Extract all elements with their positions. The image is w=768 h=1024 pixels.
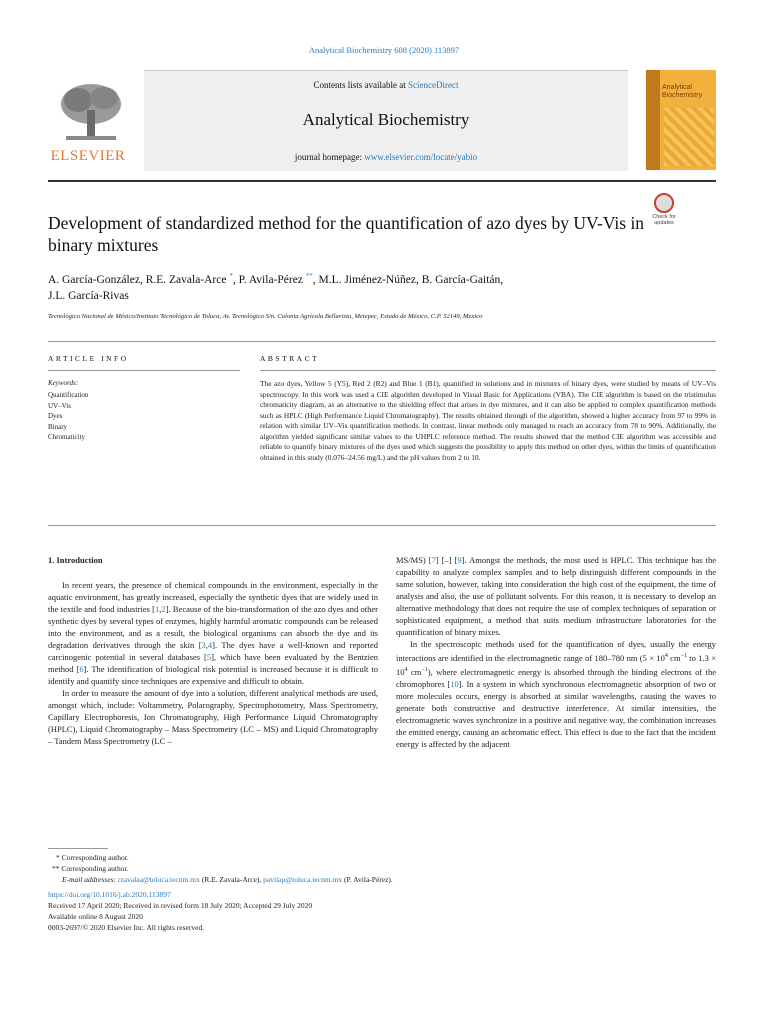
journal-reference[interactable]: Analytical Biochemistry 608 (2020) 113897	[308, 45, 460, 55]
article-title: Development of standardized method for the quantification of azo dyes by UV-Vis in binary mixtures	[48, 213, 645, 255]
right-column	[396, 554, 716, 750]
doi-link[interactable]: https://doi.org/10.1016/j.ab.2020.113897	[48, 890, 171, 899]
badge-label: Check for updates	[652, 214, 676, 226]
available-online: Available online 8 August 2020	[48, 912, 143, 921]
reference-link[interactable]: 2	[161, 604, 166, 614]
header-divider	[48, 180, 716, 182]
affiliation-divider	[48, 341, 716, 342]
author-list	[48, 268, 668, 304]
paragraph: In order to measure the amount of dye into a solution, different analytical methods are used, amongst which, include: Voltammetry, Polarography, Spectrophotometry, Mass Spectrometry, Capillary Electrophoresis, Ion Chromatography, High Performance Liquid Chromatography (HPLC), Liquid Chromatography – Mass Spectrometry (LC – MS) and Liquid Chromatography – Tandem Mass Spectrometry (LC –	[48, 688, 378, 746]
elsevier-logo[interactable]	[48, 82, 138, 164]
abstract-divider	[48, 525, 716, 526]
homepage-link[interactable]: www.elsevier.com/locate/yabio	[364, 152, 478, 162]
author-text: , P. Avila-Pérez	[232, 273, 306, 286]
publisher-name: ELSEVIER	[50, 148, 126, 164]
keyword: Binary	[48, 422, 68, 431]
paragraph: In the spectroscopic methods used for the quantification of dyes, usually the energy interactions are identified in the electromagnetic range of 180–780 nm ($5 \times 10^4$ $cm^{-1}$ to $1.3 \times 10^4$ $cm^{-1}$), where electromagnetic energy is absorbed through the binding electrons of the chromophores [10]. In a system in which synchronous electromagnetic absorption of two or more molecules occurs, energy is absorbed at similar wavelengths, causing the waves to generate both constructive and destructive interference. At similar intensities, the electromagnetic waves synchronize in a positive and negative way, the combination increases the emitted energy, causing an achromatic effect. This effect is due to the fact that the incident energy is affected by the adjacent	[396, 639, 717, 749]
email-link[interactable]: rzavalaa@toluca.tecnm.mx	[117, 875, 200, 884]
reference-link[interactable]: 7	[431, 555, 436, 565]
footnote: ** Corresponding author.	[52, 864, 129, 873]
contents-prefix: Contents lists available at	[313, 80, 408, 90]
keyword: UV–Vis	[48, 401, 71, 410]
email-link[interactable]: pavilap@toluca.tecnm.mx	[263, 875, 343, 884]
abstract-heading: ABSTRACT	[260, 354, 320, 363]
check-for-updates-icon	[654, 193, 674, 213]
keyword: Quantification	[48, 391, 89, 399]
affiliation: Tecnológico Nacional de México/Instituto Tecnológico de Toluca, Av. Tecnológico S/n. Colonia Agrícola Bellavista, Metepec, Estado de México, C.P. 52149, Mexico	[48, 313, 483, 320]
copyright: 0003-2697/© 2020 Elsevier Inc. All rights reserved.	[48, 923, 205, 932]
footnotes	[48, 852, 508, 933]
homepage-line	[144, 152, 628, 162]
keywords-label: Keywords:	[48, 379, 79, 387]
elsevier-tree-icon	[56, 82, 126, 142]
author-text: , M.L. Jiménez-Núñez, B. García-Gaitán,	[312, 273, 504, 286]
author-text: A. García-González, R.E. Zavala-Arce	[48, 273, 230, 286]
reference-link[interactable]: 9	[457, 555, 462, 565]
journal-name: Analytical Biochemistry	[302, 110, 470, 129]
footnote-rule	[48, 848, 108, 849]
reference-link[interactable]: 4	[207, 640, 213, 650]
cover-pattern	[664, 108, 714, 166]
reference-link[interactable]: 1	[155, 604, 160, 614]
contents-line	[144, 80, 628, 90]
homepage-prefix: journal homepage:	[294, 152, 365, 162]
article-info-heading: ARTICLE INFO	[48, 354, 129, 363]
paragraph: MS/MS) [7] [–] [9]. Amongst the methods, the most used is HPLC. This technique has the capability to analyze complex samples and to help distinguish different compounds in the same solution, however, taking into consideration the high cost of the equipment, the time of analysis and also, the use of pollutant solvents. For this reason, it is necessary to develop an alternative methodology that does not require the use of complex techniques of separation or sophisticated equipment, a method that suits medium infrastructure laboratories for the quantification of binary mixes.	[396, 555, 717, 637]
cover-title: Analytical Biochemistry	[662, 84, 703, 99]
abstract-rule	[260, 370, 716, 371]
keywords-list	[48, 390, 88, 443]
corresponding-mark[interactable]: *	[229, 272, 233, 280]
abstract-text: The azo dyes, Yellow 5 (Y5), Red 2 (R2) and Blue 1 (B1), quantified in solutions and in mixtures of binary dyes, were studied by means of UV–Vis spectroscopy. In this work was used a CIE algorithm developed in Visual Basic for Applications (VBA). The CIE algorithm is based on the tristimulus chromaticity diagram, as an alternative to the shielding effect that arises in dye mixtures, and it can also be applied to complex quantification methods such as HPLC (High Performance Liquid Chromatography). The results obtained through of the algorithm, showed a higher accuracy from 97 to 99% in relation with similar UV–Vis quantification methods. In contrast, linear methods only managed to reach an accuracy from 78 to 90%. Additionally, the algorithm yielded significant similar values to the UHPLC reference method. The results showed that the method CIE algorithm was accessible and reliable to quantify binary mixtures of the dyes used which suggests the possibility to apply this method on other dyes, within the limits of quantification obtained in this study (0.076–24.56 mg/L) and the pH values from 2 to 10.	[260, 379, 716, 462]
left-column	[48, 554, 378, 747]
reference-link[interactable]: 10	[450, 678, 459, 689]
journal-header	[48, 70, 628, 170]
keyword: Chromaticity	[48, 433, 85, 441]
cover-stripe	[646, 70, 660, 170]
section-heading: 1. Introduction	[48, 555, 103, 565]
paragraph: In recent years, the presence of chemical compounds in the environment, especially in the aquatic environment, has greatly increased, especially the synthetic dyes that are widely used in the textile and food industries [1,2]. Because of the bio-transformation of the azo dyes and other synthetic dyes by several types of enzymes, highly harmful aromatic compounds can be released into the environment, and as a result, the biological organisms can absorb the dye and its degradation derivatives through the skin [3,4]. The dyes have a well-known and reported carcinogenic potential in several databases [5], which have been evaluated by the Bentzien method [6]. The identification of biological risk potential is increased because it is difficult to identify and quantify since techniques are expensive and difficult to obtain.	[48, 580, 379, 686]
footnote: * Corresponding author.	[56, 853, 129, 862]
reference-link[interactable]: 6	[79, 664, 84, 674]
author-text: J.L. García-Rivas	[48, 289, 129, 302]
check-for-updates-badge[interactable]	[646, 193, 682, 229]
article-info-rule	[48, 370, 240, 371]
received-dates: Received 17 April 2020; Received in revised form 18 July 2020; Accepted 29 July 2020	[48, 901, 313, 910]
keyword: Dyes	[48, 412, 63, 420]
journal-cover[interactable]	[646, 70, 716, 170]
corresponding-mark[interactable]: **	[305, 272, 313, 280]
email-line: E-mail addresses: rzavalaa@toluca.tecnm.mx (R.E. Zavala-Arce), pavilap@toluca.tecnm.mx (P. Avila-Pérez).	[62, 875, 393, 884]
reference-link[interactable]: 3	[201, 640, 206, 650]
reference-link[interactable]: 5	[206, 652, 212, 662]
sciencedirect-link[interactable]: ScienceDirect	[408, 80, 459, 90]
